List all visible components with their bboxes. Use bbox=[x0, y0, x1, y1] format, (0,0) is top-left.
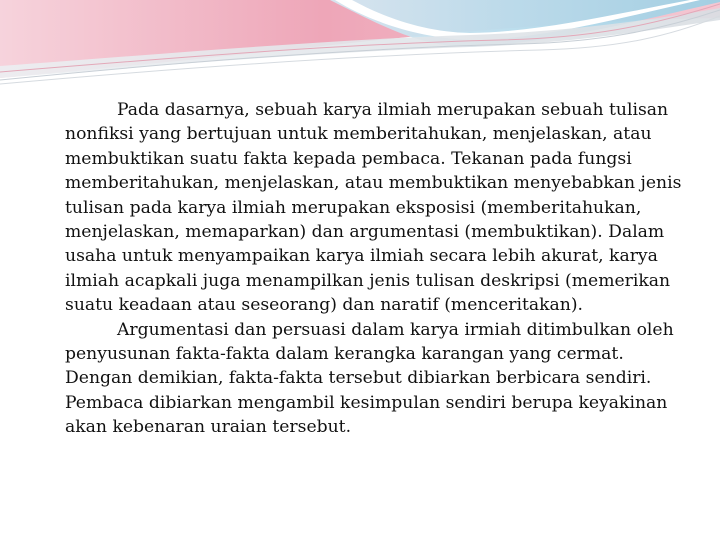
paragraph-1: Pada dasarnya, sebuah karya ilmiah merupakan sebuah tulisan nonfiksi yang bertujuan untuk memberitahukan, menjelaskan, atau membuktikan suatu fakta kepada pembaca. Tekanan pada fungsi memberitahukan, menjelaskan, atau membuktikan menyebabkan jenis tulisan pada karya ilmiah merupakan eksposisi (memberitahukan, menjelaskan, memaparkan) dan argumentasi (membuktikan). Dalam usaha untuk menyampaikan karya ilmiah secara lebih akurat, karya ilmiah acapkali juga menampilkan jenis tulisan deskripsi (memerikan suatu keadaan atau seseorang) dan naratif (menceritakan). bbox=[65, 100, 682, 316]
paragraph-2: Argumentasi dan persuasi dalam karya irmiah ditimbulkan oleh penyusunan fakta-fakta dalam kerangka karangan yang cermat. Dengan demikian, fakta-fakta tersebut dibiarkan berbicara sendiri. Pembaca dibiarkan mengambil kesimpulan sendiri berupa keyakinan akan kebenaran uraian tersebut. bbox=[65, 319, 674, 438]
body-text bbox=[65, 98, 683, 440]
header-wave-decoration bbox=[0, 0, 720, 90]
